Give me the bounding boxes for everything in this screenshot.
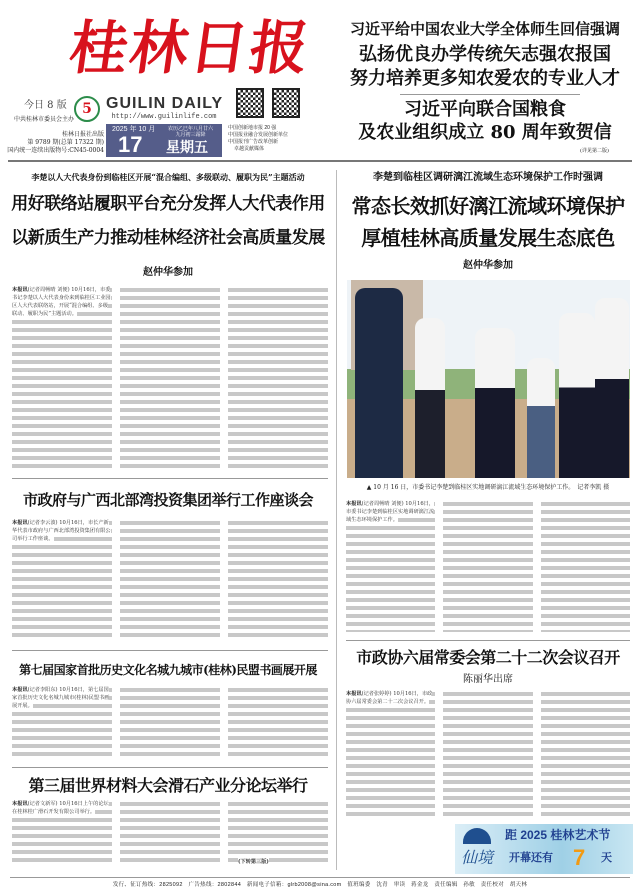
story3-headline[interactable]: 市政府与广西北部湾投资集团举行工作座谈会 — [22, 491, 313, 509]
story1-headline-2[interactable]: 以新质生产力推动桂林经济社会高质量发展 — [11, 228, 325, 248]
banner-days: 7 — [573, 845, 586, 870]
art-festival-countdown-banner[interactable] — [455, 824, 633, 874]
lead-headline-4[interactable]: 及农业组织成立 80 周年致贺信 — [358, 122, 612, 143]
day: 17 — [118, 132, 143, 157]
lunar-date: 农历乙巳年八月廿六 九月初三霜降 — [168, 126, 214, 138]
story2-kicker: 李楚到临桂区调研漓江流域生态环境保护工作时强调 — [373, 172, 603, 183]
column-divider — [336, 170, 337, 870]
see-page-note: (详见第二版) — [580, 148, 609, 154]
date-box — [106, 124, 222, 157]
lead-headline-2[interactable]: 努力培养更多知农爱农的专业人才 — [350, 68, 620, 89]
honors-list: 中国创新地市报 20 强 中国报业融合发展创新单位 中国报刊广告改革创新 卓越贡献媒体 — [228, 125, 289, 152]
lead-kicker: 习近平给中国农业大学全体师生回信强调 — [349, 20, 620, 38]
story5-body: 本报讯(记者文新军) 10月16日上午的论坛在桂林桂广滑石开发有限公司举行。 (下转第三版) — [12, 800, 328, 866]
publisher: 桂林日报社出版 — [61, 131, 104, 138]
story1-kicker: 李楚以人大代表身份到临桂区开展“混合编组、多级联动、履职为民”主题活动 — [31, 172, 305, 182]
story2-headline-1[interactable]: 常态长效抓好漓江流域环境保护 — [351, 194, 625, 218]
qr-code-icon[interactable] — [236, 88, 264, 118]
english-title: GUILIN DAILY — [106, 95, 224, 112]
issue-number: 第 9789 期(总第 17322 期) — [27, 139, 104, 146]
story5-headline[interactable]: 第三届世界材料大会滑石产业分论坛举行 — [28, 776, 308, 795]
banner-line2: 开幕还有 — [509, 852, 553, 864]
year-month: 2025 年 10 月 — [112, 126, 156, 133]
emblem-icon: 5 — [74, 96, 100, 122]
publication-info — [4, 131, 104, 155]
story2-body: 本报讯(记者周畅晴 刘便) 10月16日，市委书记李楚到临桂区实地调研漓江流域生态环境保护工作。 — [346, 500, 630, 632]
story3-body: 本报讯(记者李云波) 10月16日，市长产新华代表市政府与广西北部湾投资集团有限公司举行工作座谈。 — [12, 519, 328, 641]
footer-info: 发行、征订热线：2825092 广告热线：2802844 新闻电子信箱：glrb2008@sina.com 值班编委 沈青 审读 蒋金龙 责任编辑 孙敏 责任校对 胡天林 — [112, 882, 528, 888]
continued-note: (下转第三版) — [238, 859, 269, 865]
banner-line1: 距 2025 桂林艺术节 — [505, 828, 611, 842]
story4-headline[interactable]: 第七届国家首批历史文化名城九城市(桂林)民盟书画展开展 — [19, 663, 317, 677]
banner-unit: 天 — [601, 852, 612, 864]
lead-headline-1[interactable]: 弘扬优良办学传统矢志强农报国 — [359, 44, 611, 65]
banner-logo: 仙境 — [461, 848, 494, 867]
edition-count: 今日 8 版 — [24, 100, 67, 111]
story6-body: 本报讯(记者张婷婷) 10月16日，市政协六届常委会第二十二次会议召开。 — [346, 690, 630, 820]
story1-byline: 赵仲华参加 — [143, 267, 193, 278]
story1-body: 本报讯(记者周畅晴 刘便) 10月16日，市委书记李楚以人大代表身份来到临桂区工业园区人大代表联络站，开展“混合编组、多级联动、履职为民”主题活动。 — [12, 286, 328, 470]
story1-headline-1[interactable]: 用好联络站履职平台充分发挥人大代表作用 — [11, 194, 325, 214]
story6-byline: 陈丽华出席 — [463, 674, 513, 685]
masthead-logo: 桂林日报 — [65, 14, 315, 82]
story4-body: 本报讯(记者李阳东) 10月16日，第七届国家首批历史文化名城九城市(桂林)民盟书画展开展。 — [12, 686, 328, 760]
website-link[interactable]: http://www.guilinlife.com — [111, 113, 217, 121]
story2-byline: 赵仲华参加 — [463, 260, 513, 271]
lead-headline-3[interactable]: 习近平向联合国粮食 — [404, 99, 566, 120]
qr-code-icon[interactable] — [272, 88, 300, 118]
weekday: 星期五 — [166, 139, 208, 155]
news-photo — [347, 280, 630, 478]
sponsor: 中共桂林市委员会主办 — [14, 116, 75, 123]
story6-headline[interactable]: 市政协六届常委会第二十二次会议召开 — [356, 648, 620, 667]
cn-number: 国内统一连续出版物号:CN45-0004 — [7, 147, 104, 154]
photo-caption: ▲ 10 月 16 日，市委书记李楚到临桂区实地调研漓江流域生态环境保护工作。 记者李凯 摄 — [366, 484, 610, 491]
story2-headline-2[interactable]: 厚植桂林高质量发展生态底色 — [361, 226, 615, 250]
